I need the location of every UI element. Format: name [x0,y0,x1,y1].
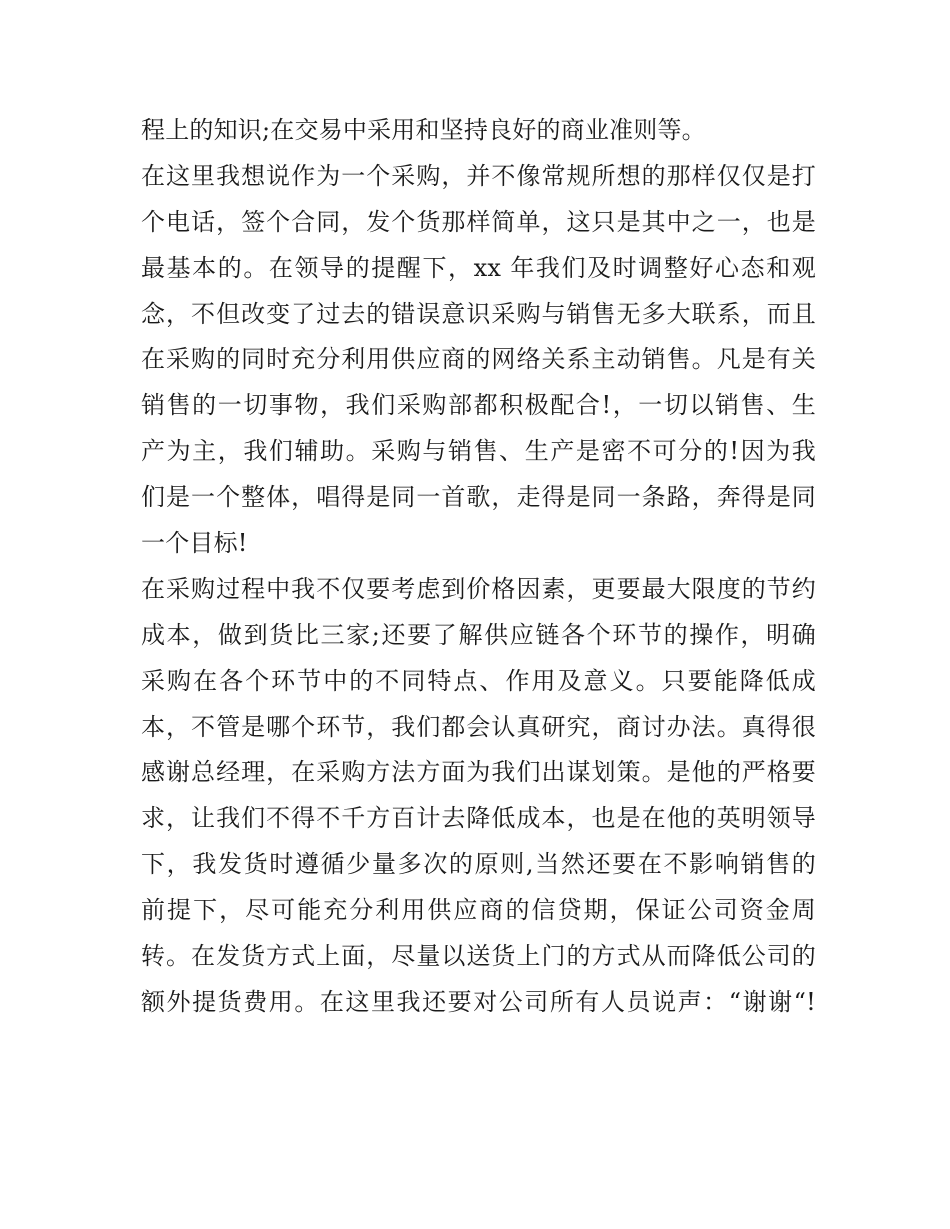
text-line: 本，不管是哪个环节，我们都会认真研究，商讨办法。真得很 [141,712,816,741]
document-body [141,108,816,1026]
text-line: 转。在发货方式上面，尽量以送货上门的方式从而降低公司的 [141,942,816,971]
text-line: 在采购的同时充分利用供应商的网络关系主动销售。凡是有关 [141,345,816,374]
text-line: 前提下，尽可能充分利用供应商的信贷期，保证公司资金周 [141,896,816,925]
text-line: 程上的知识;在交易中采用和坚持良好的商业准则等。 [141,116,706,144]
text-line: 在这里我想说作为一个采购，并不像常规所想的那样仅仅是打 [141,161,816,190]
text-line: 一个目标! [141,529,248,558]
text-line: 下，我发货时遵循少量多次的原则,当然还要在不影响销售的 [141,850,816,879]
text-line: 产为主，我们辅助。采购与销售、生产是密不可分的!因为我 [141,437,816,466]
text-line: 最基本的。在领导的提醒下，xx 年我们及时调整好心态和观 [141,253,816,282]
text-line: 在采购过程中我不仅要考虑到价格因素，更要最大限度的节约 [141,574,816,603]
text-line: 们是一个整体，唱得是同一首歌，走得是同一条路，奔得是同 [141,483,816,512]
text-line: 额外提货费用。在这里我还要对公司所有人员说声：“谢谢“! [141,987,816,1016]
text-line: 个电话，签个合同，发个货那样简单，这只是其中之一，也是 [141,207,816,236]
text-line: 念，不但改变了过去的错误意识采购与销售无多大联系，而且 [141,299,816,328]
text-line: 求，让我们不得不千方百计去降低成本，也是在他的英明领导 [141,804,816,833]
text-line: 销售的一切事物，我们采购部都积极配合!，一切以销售、生 [141,391,816,420]
text-line: 成本，做到货比三家;还要了解供应链各个环节的操作，明确 [141,620,816,649]
text-line: 感谢总经理，在采购方法方面为我们出谋划策。是他的严格要 [141,758,816,787]
text-line: 采购在各个环节中的不同特点、作用及意义。只要能降低成 [141,666,816,695]
